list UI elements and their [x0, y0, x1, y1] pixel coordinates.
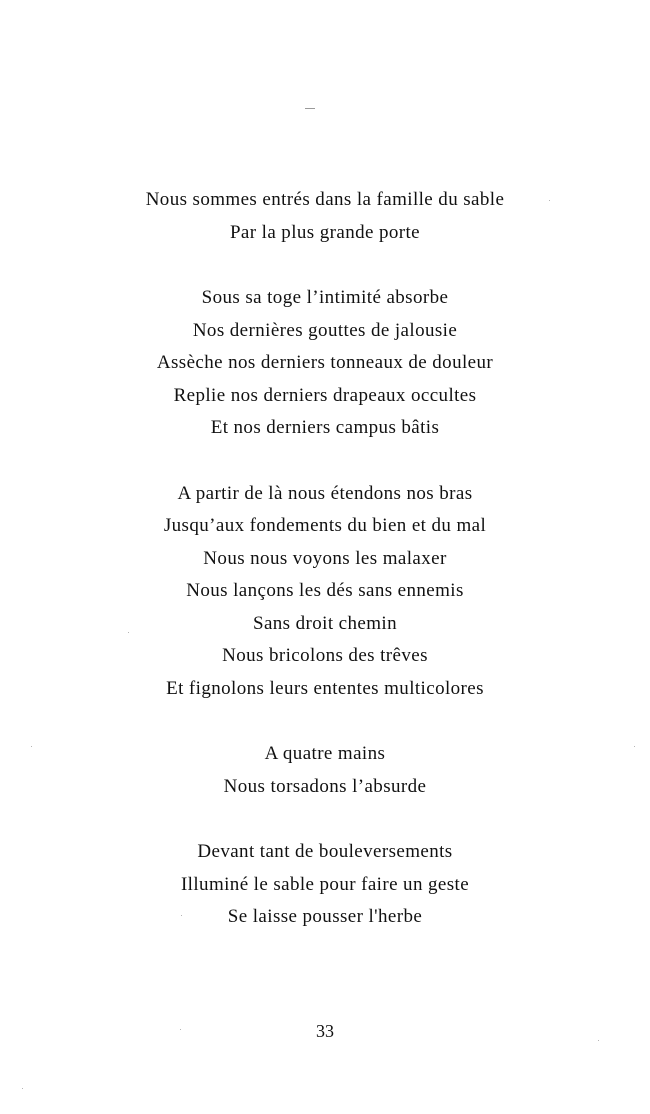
poem-line: Sans droit chemin — [252, 612, 397, 634]
page-number: 33 — [316, 1021, 334, 1041]
poem-line: Nous torsadons l’absurde — [223, 775, 427, 797]
poem-line: Sous sa toge l’intimité absorbe — [201, 287, 449, 308]
poem-line: Nous sommes entrés dans la famille du sable — [145, 189, 505, 210]
scan-speck — [22, 1088, 23, 1089]
poem-line: Nous lançons les dés sans ennemis — [186, 580, 464, 601]
poem-line: Jusqu’aux fondements du bien et du mal — [163, 515, 487, 536]
scan-speck — [634, 746, 635, 747]
scan-speck — [180, 1029, 181, 1030]
scan-mark — [305, 108, 315, 109]
poem-line: Nous nous voyons les malaxer — [203, 547, 447, 569]
scan-speck — [549, 200, 550, 201]
poem-line: A partir de là nous étendons nos bras — [177, 482, 473, 504]
scan-speck — [181, 915, 182, 916]
scan-speck — [31, 746, 32, 747]
poem-line: Et fignolons leurs ententes multicolores — [166, 677, 484, 699]
poem-line: Et nos derniers campus bâtis — [210, 417, 440, 438]
poem-line: Par la plus grande porte — [229, 221, 421, 243]
poem-line: Illuminé le sable pour faire un geste — [180, 873, 470, 895]
poem-line: Nous bricolons des trêves — [222, 645, 428, 666]
scan-speck — [598, 1040, 599, 1041]
poem-line: Devant tant de bouleversements — [197, 841, 453, 862]
poem-line: Nos dernières gouttes de jalousie — [192, 319, 458, 341]
stanza-3 — [0, 478, 650, 706]
poem-line: Replie nos derniers drapeaux occultes — [173, 384, 477, 406]
poem-line: A quatre mains — [264, 743, 386, 764]
poem-line: Assèche nos derniers tonneaux de douleur — [156, 352, 494, 373]
scan-speck — [128, 632, 129, 633]
stanza-1 — [0, 184, 650, 249]
stanza-2 — [0, 282, 650, 445]
poem — [0, 184, 650, 967]
stanza-4 — [0, 738, 650, 803]
stanza-5 — [0, 836, 650, 934]
poem-line: Se laisse pousser l'herbe — [227, 906, 423, 927]
